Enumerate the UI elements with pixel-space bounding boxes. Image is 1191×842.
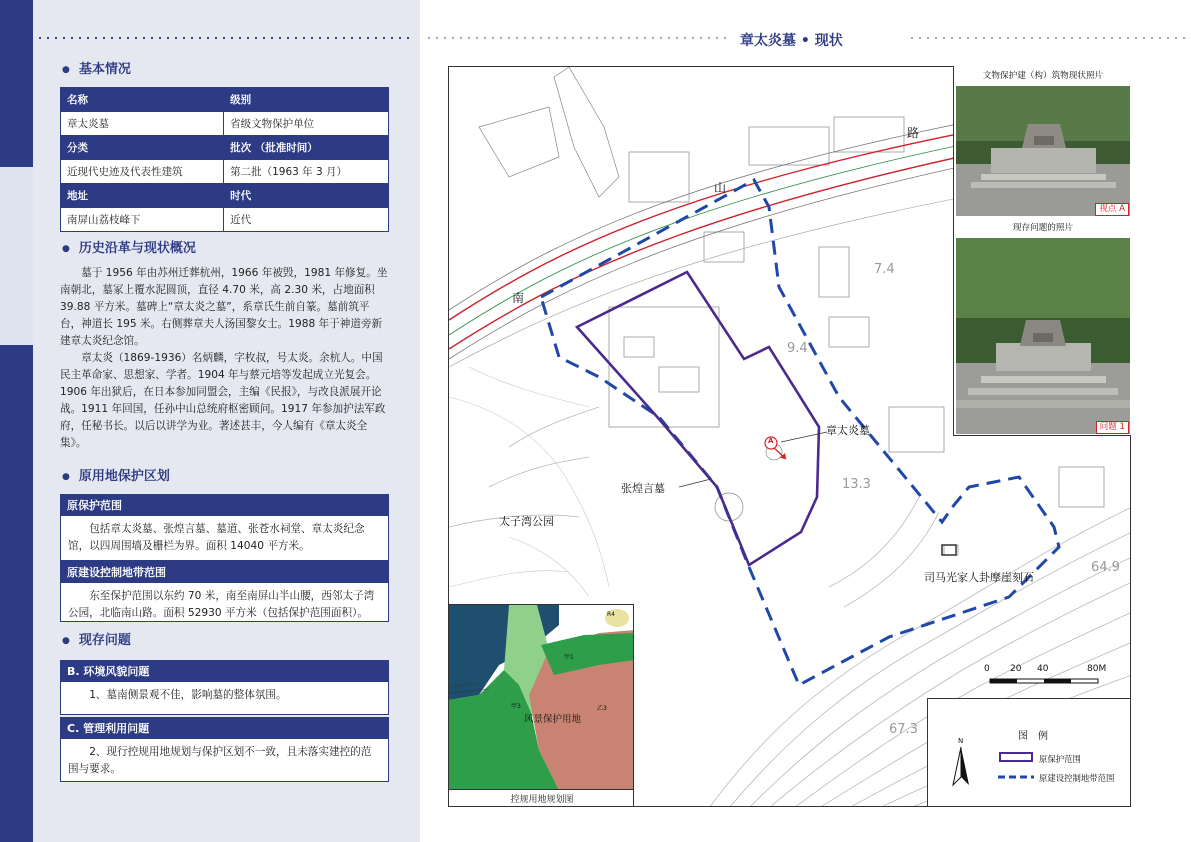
elevation-label: 13.3 bbox=[842, 477, 871, 492]
inset-label-fenjing: 风景保护用地 bbox=[524, 714, 582, 725]
inset-code: 甲1 bbox=[564, 654, 574, 661]
table-cell: 第二批（1963 年 3 月） bbox=[224, 160, 389, 184]
problem-c-title: C. 管理利用问题 bbox=[60, 717, 389, 738]
scale-label: 0 bbox=[984, 664, 990, 674]
park-paths bbox=[449, 367, 609, 597]
history-paragraph-2: 章太炎（1869-1936）名炳麟，字枚叔，号太炎。余杭人。中国民主革命家、思想家、学者。1904 年与蔡元培等发起成立光复会。1906 年出狱后，在日本参加同盟会，主编《民报》，与改良派展开论战。1911 年回国，任孙中山总统府枢密顾问。1917 年参加护法军政府，任秘书长。以后以讲学为业。著述甚丰，今人编有《章太炎全集》。 bbox=[60, 352, 386, 449]
strip-block-top bbox=[0, 0, 33, 167]
table-cell: 地址 bbox=[61, 184, 224, 208]
inset-code: 乙3 bbox=[597, 705, 607, 712]
north-arrow-icon bbox=[948, 739, 974, 787]
table-row bbox=[61, 88, 389, 112]
site-photo-problem-1 bbox=[956, 238, 1130, 434]
legend-swatch-protection bbox=[998, 751, 1034, 763]
elevation-label: 64.9 bbox=[1091, 560, 1120, 575]
road-label-nan: 南 bbox=[512, 291, 525, 305]
problem-c-text: 2、现行控规用地规划与保护区划不一致，且未落实建控的范围与要求。 bbox=[60, 738, 389, 782]
problem-b-text: 1、墓南侧景观不佳，影响墓的整体氛围。 bbox=[60, 681, 389, 715]
scale-bar bbox=[990, 679, 1098, 683]
table-row bbox=[61, 160, 389, 184]
site-photo-view-a bbox=[956, 86, 1130, 216]
history-text bbox=[60, 265, 390, 452]
control-range-title: 原建设控制地带范围 bbox=[60, 561, 389, 582]
north-label: N bbox=[958, 737, 964, 745]
legend-title: 图 例 bbox=[1018, 731, 1048, 742]
history-paragraph-1: 墓于 1956 年由苏州迁葬杭州，1966 年被毁，1981 年修复。坐南朝北，墓冢上覆水泥圆顶，直径 4.70 米，高 2.30 米，占地面积 39.88 平方米。墓碑上“章太炎之墓”，系章氏生前自篆。墓前筑平台，神道长 195 米。右侧葬章夫人汤国黎女士。1988 年于神道旁新建章太炎纪念馆。 bbox=[60, 267, 388, 347]
elevation-label: 9.4 bbox=[787, 341, 808, 356]
scale-label: 80M bbox=[1087, 664, 1107, 674]
section-title-problems: ● 现存问题 bbox=[62, 629, 131, 648]
section-title-basic: ● 基本情况 bbox=[62, 58, 131, 77]
table-cell: 近现代史迹及代表性建筑 bbox=[61, 160, 224, 184]
table-cell: 省级文物保护单位 bbox=[224, 112, 389, 136]
view-marker-letter: A bbox=[768, 437, 774, 445]
protection-range-title: 原保护范围 bbox=[60, 494, 389, 515]
label-zhang-huangyan-tomb: 张煌言墓 bbox=[621, 482, 665, 495]
dotted-rule-left bbox=[4, 37, 412, 39]
label-zhang-taiyan-tomb: 章太炎墓 bbox=[826, 424, 870, 437]
strip-block-bottom bbox=[0, 345, 33, 842]
table-cell: 南屏山荔枝峰下 bbox=[61, 208, 224, 232]
road-label-lu: 路 bbox=[907, 126, 920, 140]
scale-label: 20 bbox=[1010, 664, 1022, 674]
table-row bbox=[61, 112, 389, 136]
control-range-text: 东至保护范围以东约 70 米，南至南屏山半山腰，西邻太子湾公园，北临南山路。面积 52930 平方米（包括保护范围面积）。 bbox=[60, 582, 389, 622]
inset-caption: 控规用地规划图 bbox=[449, 789, 634, 806]
inset-code: R4 bbox=[607, 611, 615, 618]
left-color-strip bbox=[0, 0, 33, 842]
legend-swatch-control bbox=[998, 771, 1034, 783]
table-cell: 时代 bbox=[224, 184, 389, 208]
dotted-rule-right-a bbox=[425, 37, 730, 39]
basic-info-table bbox=[60, 87, 389, 232]
zhang-leader-line bbox=[679, 479, 711, 487]
photo-tag-problem: 问题 1 bbox=[1096, 421, 1129, 434]
protection-range-text: 包括章太炎墓、张煌言墓、墓道、张苍水祠堂、章太炎纪念馆，以四周围墙及栅栏为界。面积 14040 平方米。 bbox=[60, 515, 389, 561]
protection-range-boundary bbox=[577, 272, 819, 565]
photo-caption-mid: 现存问题的照片 bbox=[1012, 223, 1074, 233]
section-title-protection: ● 原用地保护区划 bbox=[62, 465, 170, 484]
zoning-plan-inset bbox=[448, 604, 634, 807]
photo-panel bbox=[953, 66, 1131, 436]
legend-label-control: 原建设控制地带范围 bbox=[1039, 773, 1115, 783]
table-row bbox=[61, 208, 389, 232]
photo-caption-top: 文物保护建（构）筑物现状照片 bbox=[982, 71, 1104, 81]
map-legend bbox=[927, 698, 1131, 807]
table-cell: 级别 bbox=[224, 88, 389, 112]
tomb-leader-line bbox=[781, 432, 827, 442]
table-cell: 分类 bbox=[61, 136, 224, 160]
table-cell: 名称 bbox=[61, 88, 224, 112]
table-cell: 近代 bbox=[224, 208, 389, 232]
photo-tag-a: 视点 A bbox=[1095, 203, 1129, 216]
scale-label: 40 bbox=[1037, 664, 1049, 674]
section-title-history: ● 历史沿革与现状概况 bbox=[62, 237, 196, 256]
label-inscription: 司马光家人卦摩崖刻石 bbox=[924, 571, 1034, 584]
table-cell: 章太炎墓 bbox=[61, 112, 224, 136]
label-taiziwan-park: 太子湾公园 bbox=[499, 515, 554, 528]
elevation-label: 7.4 bbox=[874, 262, 895, 277]
inset-code: 甲3 bbox=[511, 703, 521, 710]
page-title: 章太炎墓 • 现状 bbox=[740, 33, 843, 49]
road-label-shan: 山 bbox=[714, 181, 727, 195]
elevation-label: 67.3 bbox=[889, 722, 918, 737]
table-cell: 批次 （批准时间） bbox=[224, 136, 389, 160]
dotted-rule-right-b bbox=[908, 37, 1191, 39]
legend-label-protection: 原保护范围 bbox=[1039, 754, 1081, 764]
table-row bbox=[61, 184, 389, 208]
table-row bbox=[61, 136, 389, 160]
problem-b-title: B. 环境风貌问题 bbox=[60, 660, 389, 681]
